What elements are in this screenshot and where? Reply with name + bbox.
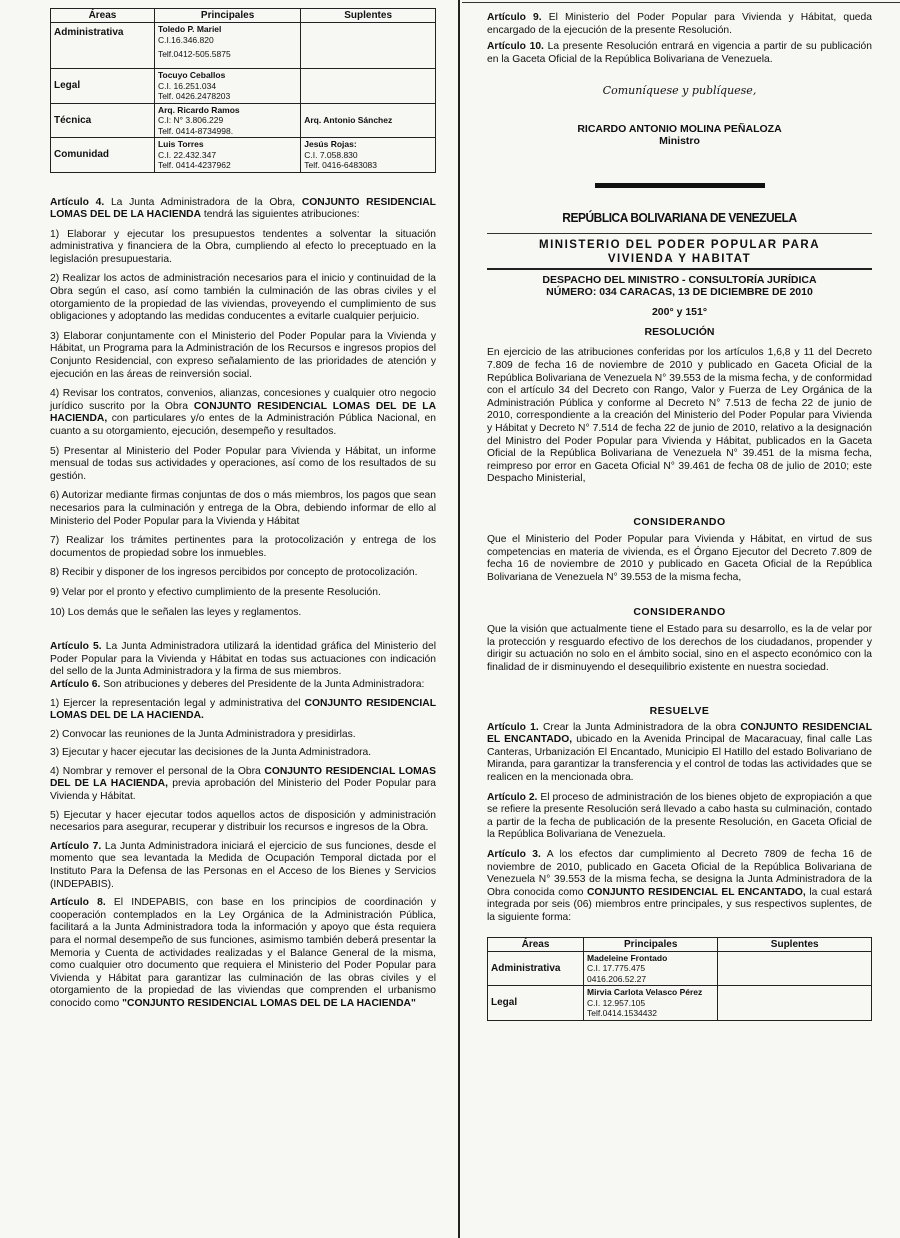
- considerando-title: CONSIDERANDO: [633, 515, 726, 528]
- article-6: [50, 679, 436, 835]
- resolucion-title: RESOLUCIÓN: [644, 326, 715, 339]
- area-cell: Técnica: [51, 103, 155, 138]
- members-table-top: [50, 8, 436, 173]
- article-label: Artículo 2.: [487, 791, 538, 803]
- article-2: [487, 792, 872, 842]
- rule: [487, 268, 872, 270]
- considerando-title: CONSIDERANDO: [633, 606, 726, 619]
- suplente-cell: [718, 986, 872, 1021]
- area-cell: Comunidad: [51, 138, 155, 173]
- principal-phone: Telf.0412-505.5875: [157, 49, 231, 59]
- principal-name: Arq. Ricardo Ramos: [157, 104, 240, 115]
- article-label: Artículo 7.: [50, 840, 102, 852]
- area-cell: Administrativa: [488, 951, 584, 986]
- article-label: Artículo 1.: [487, 721, 539, 733]
- table-row: [51, 69, 436, 104]
- principal-cell: [154, 138, 300, 173]
- despacho-line-1: DESPACHO DEL MINISTRO - CONSULTORÍA JURÍDICA: [542, 274, 817, 287]
- list-item: 5) Presentar al Ministerio del Poder Popular para Vivienda y Hábitat, un informe mensual de todas sus actividades y operaciones, así como de los resultados de su gestión.: [50, 445, 436, 482]
- ministerio-line-2: VIVIENDA Y HABITAT: [607, 253, 752, 266]
- principal-cell: [584, 951, 718, 986]
- article-text: La presente Resolución entrará en vigencia a partir de su publicación en la Gaceta Oficial de la República Bolivariana de Venezuela.: [487, 41, 872, 65]
- suplente-name: Arq. Antonio Sánchez: [304, 115, 393, 125]
- list-item-text: 1) Ejercer la representación legal y administrativa del: [50, 697, 301, 709]
- table-row: [488, 986, 872, 1021]
- list-item-text: previa aprobación del Ministerio del Poder Popular para Vivienda y Hábitat.: [50, 778, 436, 803]
- signature-block: [487, 123, 872, 147]
- principal-ci: C.I.16.346.820: [157, 34, 214, 45]
- principal-ci: C.I. 17.775.475: [587, 963, 646, 974]
- project-name: CONJUNTO RESIDENCIAL EL ENCANTADO,: [487, 721, 873, 746]
- column-divider: [458, 0, 460, 1238]
- principal-cell: [154, 69, 300, 104]
- project-name: CONJUNTO RESIDENCIAL LOMAS DEL DE LA HACIENDA,: [50, 400, 436, 425]
- article-label: Artículo 4.: [50, 196, 105, 208]
- project-name: CONJUNTO RESIDENCIAL LOMAS DEL DE LA HACIENDA.: [50, 697, 436, 722]
- principal-name: Madeleine Frontado: [587, 952, 668, 963]
- preamble: En ejercicio de las atribuciones conferidas por los artículos 1,6,8 y 11 del Decreto 7.809 de fecha 16 de noviembre de 2010 y publicado en Gaceta Oficial de la República Bolivariana de Venezuela N° 39.553 de la misma fecha, y de conformidad con el artículo 34 del Decreto con Rango, Valor y Fuerza de Ley Orgánica de la Administración Pública y conforme al Decreto N° 7.513 de fecha 22 de junio de 2010, correspondiente a la creación del Ministerio del Poder Popular para Vivienda y Hábitat y Decreto N° 7.514 de fecha 22 de junio de 2010, relativo a la designación del Ministro del Poder Popular para Vivienda y Hábitat, publicados en la Gaceta Oficial de la República Bolivariana de Venezuela N° 39.451 de la misma fecha, reimpreso por error en Gaceta Oficial N° 39.461 de fecha 08 de julio de 2010; este Despacho Ministerial,: [487, 347, 872, 485]
- republica-heading: REPÚBLICA BOLIVARIANA DE VENEZUELA: [562, 210, 797, 226]
- list-item: 1) Elaborar y ejecutar los presupuestos tendentes a solventar la situación administrativa y financiera de la Obra, cumpliendo al efecto lo preceptuado en la legislación presupuestaria.: [50, 228, 436, 265]
- project-name: CONJUNTO RESIDENCIAL LOMAS DEL DE LA HACIENDA: [50, 196, 436, 221]
- list-item: 9) Velar por el pronto y efectivo cumplimiento de la presente Resolución.: [50, 586, 381, 598]
- article-label: Artículo 5.: [50, 641, 102, 653]
- suplente-phone: Telf. 0416-6483083: [304, 160, 378, 170]
- article-label: Artículo 3.: [487, 849, 541, 860]
- article-5: [50, 641, 436, 679]
- article-text: ubicado en la Avenida Principal de Macaracuay, final calle Las Canteras, Urbanización El Encantado, Municipio El Hatillo del estado Bolivariano de Miranda, para garantizar la transferencia y el control de todas las actividades que se realicen en la mencionada obra.: [487, 734, 872, 784]
- article-1: [487, 722, 872, 785]
- principal-name: Luis Torres: [157, 139, 204, 149]
- principal-ci: C.I: N° 3.806.229: [157, 115, 224, 125]
- ministerio-line-1: MINISTERIO DEL PODER POPULAR PARA: [538, 239, 820, 252]
- table-row: [51, 138, 436, 173]
- principal-ci: C.I. 22.432.347: [157, 149, 217, 160]
- members-table-bottom: [487, 937, 872, 1021]
- right-column: [487, 0, 872, 1021]
- project-name: CONJUNTO RESIDENCIAL LOMAS DEL DE LA HACIENDA,: [50, 765, 436, 790]
- considerando-text: Que la visión que actualmente tiene el Estado para su desarrollo, es la de velar por la protección y resguardo efectivo de los derechos de los ciudadanos, propender y dirigir su actuación no solo en el ámbito social, sino en el aspecto económico con la finalidad de ir disminuyendo el desequilibrio existente en nuestra sociedad.: [487, 624, 872, 674]
- suplente-ci: C.I. 7.058.830: [304, 149, 358, 160]
- separator-bar: [595, 183, 765, 188]
- principal-cell: [154, 23, 300, 69]
- principal-cell: [584, 986, 718, 1021]
- article-text: El proceso de administración de los bienes objeto de expropiación a que se refiere la presente Resolución será llevado a cabo hasta su culminación, contado a partir de la fecha de publicación de la presente Resolución, en Gaceta Oficial de la República Bolivariana de Venezuela.: [487, 791, 872, 841]
- list-item-text: con particulares y/o entes de la Administración Pública Nacional, en cuanto a su otorgamiento, ejecución, desempeño y resultados.: [50, 413, 436, 437]
- article-text: Crear la Junta Administradora de la obra: [542, 721, 737, 733]
- article-text: La Junta Administradora de la Obra,: [110, 196, 296, 208]
- principal-phone: Telf.0414.1534432: [587, 1008, 657, 1019]
- article-3: [487, 849, 872, 925]
- suplente-cell: [301, 103, 436, 138]
- article-text: la cual estará integrada por seis (06) miembros entre principales, y sus respectivos suplentes, de la siguiente forma:: [487, 886, 872, 923]
- despacho-line-2: NÚMERO: 034 CARACAS, 13 DE DICIEMBRE DE 2010: [546, 286, 813, 299]
- table-header-principales: Principales: [154, 9, 300, 23]
- list-item: [50, 698, 436, 723]
- article-8: [50, 897, 436, 1010]
- table-header-areas: Áreas: [51, 9, 155, 23]
- area-cell: Legal: [51, 69, 155, 104]
- list-item-text: 4) Revisar los contratos, convenios, alianzas, concesiones y cualquier otro negocio jurídico suscrito por la Obra: [50, 388, 436, 412]
- years: 200° y 151°: [651, 306, 708, 319]
- article-text: La Junta Administradora utilizará la identidad gráfica del Ministerio del Poder Popular para la Vivienda y Hábitat en todas sus actuaciones con indicación del sello de la Junta Administradora y la firma de sus miembros.: [50, 641, 436, 678]
- suplente-cell: [718, 951, 872, 986]
- rule: [487, 233, 872, 234]
- article-7: [50, 841, 436, 891]
- table-header-suplentes: Suplentes: [301, 9, 436, 23]
- signer-title: Ministro: [659, 135, 700, 148]
- table-header-principales: Principales: [584, 937, 718, 951]
- article-text: tendrá las siguientes atribuciones:: [203, 209, 360, 221]
- area-cell: Legal: [488, 986, 584, 1021]
- article-text: El Ministerio del Poder Popular para Vivienda y Hábitat, queda encargado de la ejecución de la presente Resolución.: [487, 12, 872, 36]
- left-column: [50, 0, 436, 1011]
- article-9: [487, 12, 872, 37]
- list-item: 10) Los demás que le señalen las leyes y reglamentos.: [50, 606, 302, 618]
- article-text: El INDEPABIS, con base en los principios de coordinación y cooperación contemplados en la Ley Orgánica de la Administración Pública, facilitará a la Junta Administradora toda la información y apoyo que ésta requiera para el normal desempeño de sus funciones, asimismo también deberá presentar la Memoria y Cuenta de actividades realizadas y el Balance General de la misma, como cualquier otro documento que requiera el Ministerio del Poder Popular para Vivienda y Hábitat para garantizar las culminación de las obras civiles y el otorgamiento de la propiedad de las viviendas que comprenden el urbanismo conocido como: [50, 897, 436, 1009]
- suplente-name: Jesús Rojas:: [304, 139, 357, 149]
- project-name: "CONJUNTO RESIDENCIAL LOMAS DEL DE LA HACIENDA": [122, 997, 416, 1009]
- project-name: CONJUNTO RESIDENCIAL EL ENCANTADO,: [587, 886, 806, 898]
- principal-name: Toledo P. Mariel: [157, 24, 222, 34]
- list-item: 3) Ejecutar y hacer ejecutar las decisiones de la Junta Administradora.: [50, 747, 372, 759]
- table-row: [51, 23, 436, 69]
- suplente-cell: [301, 23, 436, 69]
- principal-name: Tocuyo Ceballos: [157, 70, 226, 80]
- principal-phone: Telf. 0414-8734998.: [157, 125, 234, 136]
- list-item: 2) Realizar los actos de administración necesarios para el inicio y continuidad de la Obra según el caso, así como también la culminación de las obras civiles y el otorgamiento de la propiedad de las viviendas, proveyendo el cumplimiento de sus obligaciones y adoptando las medidas conducentes a evitarle cualquier perjuicio.: [50, 273, 436, 323]
- list-item-text: 4) Nombrar y remover el personal de la Obra: [50, 765, 261, 777]
- article-4: [50, 197, 436, 620]
- principal-phone: Telf. 0414-4237962: [157, 160, 231, 170]
- principal-phone: Telf. 0426.2478203: [157, 91, 231, 101]
- principal-ci: C.I. 12.957.105: [587, 997, 646, 1008]
- article-10: [487, 41, 872, 66]
- principal-ci: C.I. 16.251.034: [157, 80, 217, 91]
- resuelve-title: RESUELVE: [649, 704, 710, 717]
- area-cell: Administrativa: [51, 23, 155, 69]
- list-item: 3) Elaborar conjuntamente con el Ministerio del Poder Popular para la Vivienda y Hábitat, un Programa para la Administración de los Recursos e ingresos propios del Conjunto Residencial, con expreso señalamiento de las prioridades de atención y ejecución en las áreas de reinversión social.: [50, 330, 436, 380]
- list-item: 8) Recibir y disponer de los ingresos percibidos por concepto de protocolización.: [50, 567, 418, 579]
- list-item: 5) Ejecutar y hacer ejecutar todos aquellos actos de disposición y administración necesarios para asegurar, recuperar y distribuir los recursos e ingresos de la Obra.: [50, 809, 436, 834]
- suplente-cell: [301, 69, 436, 104]
- list-item: 2) Convocar las reuniones de la Junta Administradora y presidirlas.: [50, 728, 356, 740]
- article-text: A los efectos dar cumplimiento al Decreto 7809 de fecha 16 de noviembre de 2010, publicado en Gaceta Oficial de la República Bolivariana de Venezuela N° 39.553 de la misma fecha, se designa la Junta Administradora de la Obra conocida como: [487, 849, 872, 898]
- article-text: La Junta Administradora iniciará el ejercicio de sus funciones, desde el momento que sea levantada la Medida de Ocupación Temporal dictada por el Instituto Para la Defensa de las Personas en el Acceso de los Bienes y Servicios (INDEPABIS).: [50, 840, 436, 890]
- comuniquese-handwritten: Comuníquese y publíquese,: [602, 84, 757, 98]
- article-label: Artículo 8.: [50, 897, 106, 909]
- principal-name: Mirvia Carlota Velasco Pérez: [587, 987, 703, 998]
- list-item: [50, 388, 436, 438]
- article-label: Artículo 10.: [487, 41, 544, 53]
- article-label: Artículo 9.: [487, 12, 542, 23]
- considerando-text: Que el Ministerio del Poder Popular para Vivienda y Hábitat, en virtud de sus competencias en materia de vivienda, es el Órgano Ejecutor del Decreto 7.809 de fecha 16 de noviembre de 2010 y publicado en Gaceta Oficial de la República Bolivariana de Venezuela N° 39.553 de la misma fecha,: [487, 533, 872, 583]
- principal-phone: 0416.206.52.27: [587, 973, 647, 984]
- principal-cell: [154, 103, 300, 138]
- table-header-areas: Áreas: [488, 937, 584, 951]
- table-row: [488, 951, 872, 986]
- signer-name: RICARDO ANTONIO MOLINA PEÑALOZA: [577, 123, 782, 136]
- article-text: Son atribuciones y deberes del Presidente de la Junta Administradora:: [103, 678, 425, 690]
- list-item: 6) Autorizar mediante firmas conjuntas de dos o más miembros, los pagos que sean necesarios para la culminación y entrega de la Obra, debiendo informar de ello al Ministerio del Poder Popular para la Vivienda y Hábitat: [50, 490, 436, 527]
- list-item: [50, 766, 436, 804]
- article-label: Artículo 6.: [50, 678, 101, 690]
- table-row: [51, 103, 436, 138]
- list-item: 7) Realizar los trámites pertinentes para la protocolización y entrega de los documentos de propiedad sobre los inmuebles.: [50, 535, 436, 559]
- table-header-suplentes: Suplentes: [718, 937, 872, 951]
- suplente-cell: [301, 138, 436, 173]
